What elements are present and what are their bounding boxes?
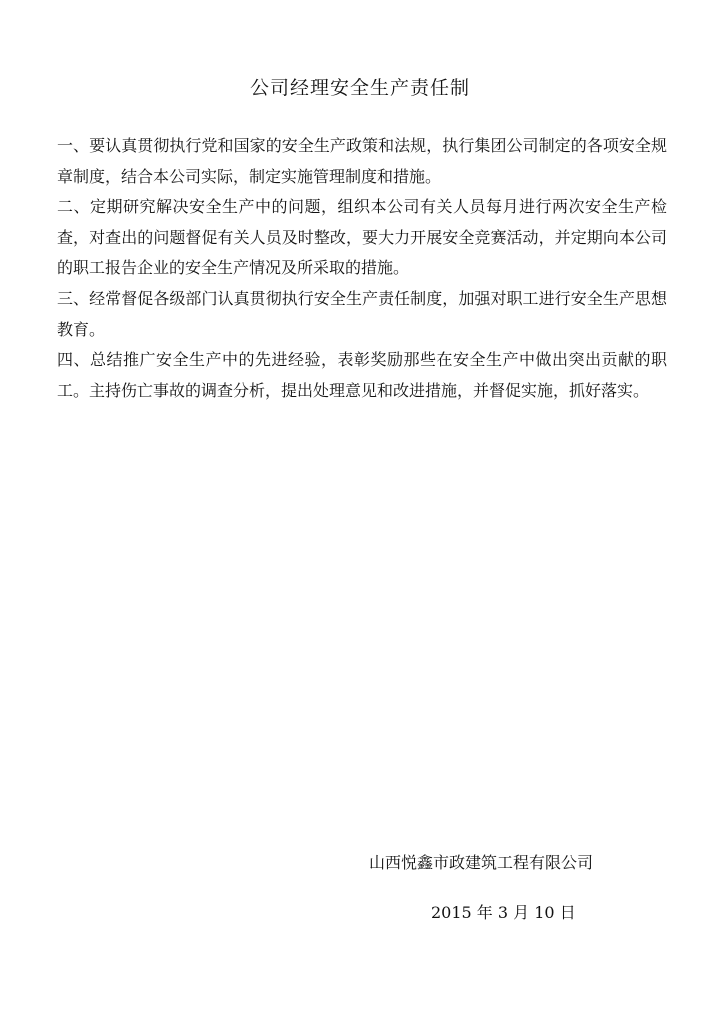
signature-date: 2015 年 3 月 10 日 [431,903,576,922]
paragraph-4: 四、总结推广安全生产中的先进经验，表彰奖励那些在安全生产中做出突出贡献的职工。主持伤亡事故的调查分析，提出处理意见和改进措施，并督促实施，抓好落实。 [57,350,667,400]
document-body [57,131,667,406]
paragraph-3: 三、经常督促各级部门认真贯彻执行安全生产责任制度，加强对职工进行安全生产思想教育。 [57,288,667,339]
paragraph-2: 二、定期研究解决安全生产中的问题，组织本公司有关人员每月进行两次安全生产检查，对查出的问题督促有关人员及时整改，要大力开展安全竞赛活动，并定期向本公司的职工报告企业的安全生产情况及所采取的措施。 [57,197,667,278]
paragraph-1: 一、要认真贯彻执行党和国家的安全生产政策和法规，执行集团公司制定的各项安全规章制度，结合本公司实际，制定实施管理制度和措施。 [57,136,667,186]
document-title: 公司经理安全生产责任制 [249,77,470,99]
signature-company: 山西悦鑫市政建筑工程有限公司 [369,853,594,872]
